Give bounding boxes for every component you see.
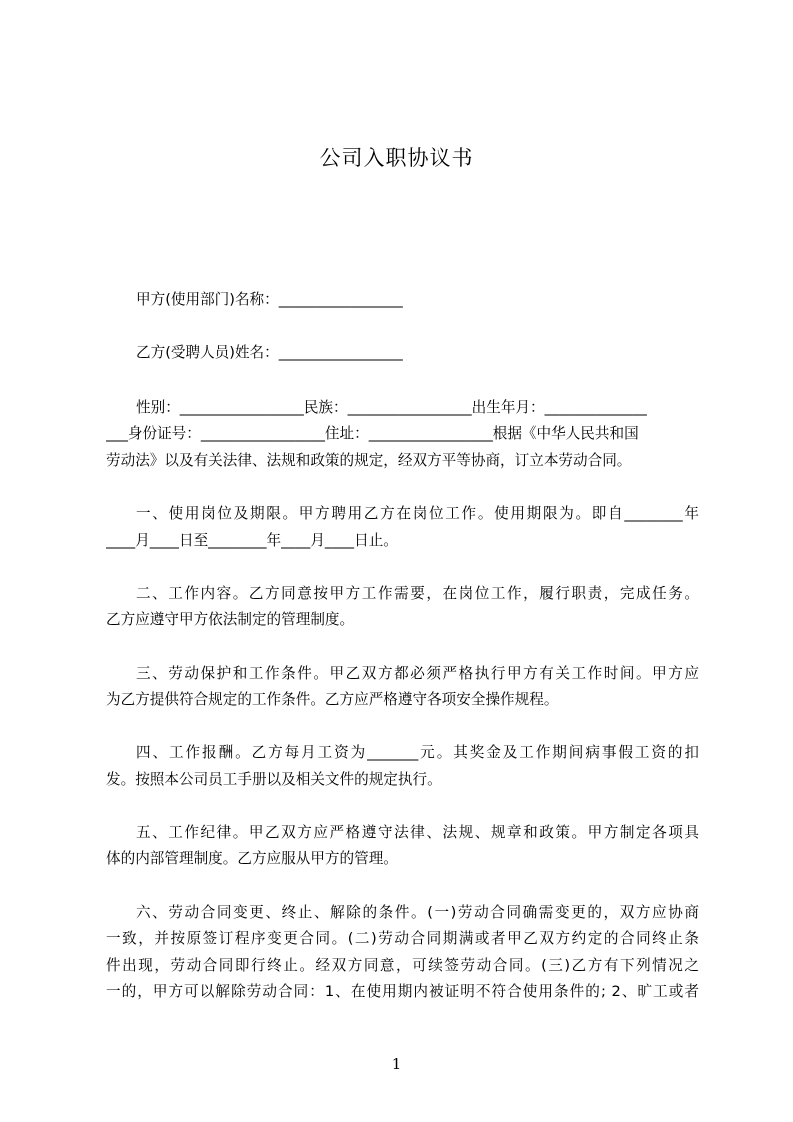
clause-1-line-2: ____月____日至________年____月____日止。 bbox=[106, 532, 398, 549]
personal-info-line-3: 劳动法》以及有关法律、法规和政策的规定，经双方平等协商，订立本劳动合同。 bbox=[106, 452, 632, 469]
clause-3-line-1: 三、劳动保护和工作条件。甲乙双方都必须严格执行甲方有关工作时间。甲方应 bbox=[136, 665, 699, 682]
page-number: 1 bbox=[391, 1055, 402, 1073]
clause-6-line-1: 六、劳动合同变更、终止、解除的条件。(一)劳动合同确需变更的，双方应协商 bbox=[136, 904, 699, 921]
clause-6-line-3: 件出现，劳动合同即行终止。经双方同意，可续签劳动合同。(三)乙方有下列情况之 bbox=[106, 957, 699, 974]
clause-4-line-1: 四、工作报酬。乙方每月工资为_______元。其奖金及工作期间病事假工资的扣 bbox=[136, 744, 699, 761]
party-b-name-line: 乙方(受聘人员)姓名：_________________ bbox=[136, 344, 403, 361]
party-a-name-line: 甲方(使用部门)名称：_________________ bbox=[136, 291, 403, 308]
clause-3-line-2: 为乙方提供符合规定的工作条件。乙方应严格遵守各项安全操作规程。 bbox=[106, 691, 559, 708]
clause-2-line-1: 二、工作内容。乙方同意按甲方工作需要，在岗位工作，履行职责，完成任务。 bbox=[136, 585, 699, 602]
clause-6-line-4: 一的，甲方可以解除劳动合同：1、在使用期内被证明不符合使用条件的; 2、旷工或者 bbox=[106, 983, 699, 1000]
personal-info-line-2: ___身份证号：_________________住址：_________________根据《中华人民共和国 bbox=[106, 425, 639, 442]
personal-info-line-1: 性别：_________________民族：_________________出生年月：______________ bbox=[136, 399, 647, 416]
clause-2-line-2: 乙方应遵守甲方依法制定的管理制度。 bbox=[106, 611, 355, 628]
document-title: 公司入职协议书 bbox=[319, 146, 474, 170]
clause-5-line-2: 体的内部管理制度。乙方应服从甲方的管理。 bbox=[106, 850, 398, 867]
clause-4-line-2: 发。按照本公司员工手册以及相关文件的规定执行。 bbox=[106, 771, 442, 788]
clause-1-line-1: 一、使用岗位及期限。甲方聘用乙方在岗位工作。使用期限为。即自________年 bbox=[136, 505, 699, 522]
clause-6-line-2: 一致，并按原签订程序变更合同。(二)劳动合同期满或者甲乙双方约定的合同终止条 bbox=[106, 930, 699, 947]
clause-5-line-1: 五、工作纪律。甲乙双方应严格遵守法律、法规、规章和政策。甲方制定各项具 bbox=[136, 824, 699, 841]
